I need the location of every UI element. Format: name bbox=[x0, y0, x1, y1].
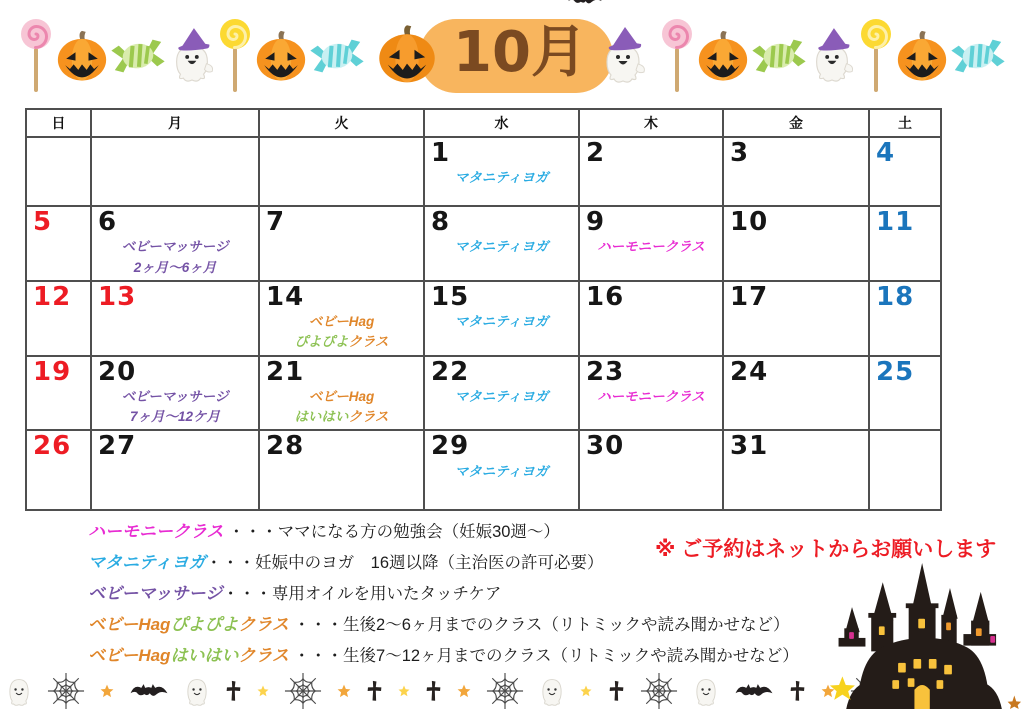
calendar-cell bbox=[723, 281, 869, 356]
candy-teal-icon bbox=[307, 34, 368, 77]
day-number: 26 bbox=[33, 431, 72, 462]
star-y-icon bbox=[580, 685, 592, 697]
text-segment: ベビーHag bbox=[308, 388, 375, 404]
lollipop-yellow-icon bbox=[858, 18, 894, 94]
text-segment: マタニティヨガ bbox=[454, 314, 549, 330]
day-number: 22 bbox=[431, 356, 470, 387]
day-number: 11 bbox=[876, 207, 915, 237]
calendar-cell bbox=[26, 430, 91, 510]
calendar-cell bbox=[869, 430, 941, 510]
event-line bbox=[95, 258, 255, 278]
pumpkin-icon bbox=[253, 30, 309, 82]
calendar-cell bbox=[424, 430, 579, 510]
event-line bbox=[583, 387, 719, 407]
weekday-wed: 水 bbox=[424, 109, 579, 137]
cross-icon bbox=[608, 678, 625, 704]
text-segment: マタニティヨガ bbox=[88, 553, 206, 573]
day-events bbox=[583, 387, 719, 407]
day-events bbox=[95, 237, 255, 278]
month-title bbox=[419, 19, 613, 92]
text-segment: ベビーマッサージ bbox=[121, 239, 229, 255]
text-segment: クラス bbox=[348, 409, 389, 425]
reservation-notice: ※ ご予約はネットからお願いします bbox=[655, 538, 997, 562]
calendar-cell bbox=[259, 206, 424, 281]
day-events bbox=[428, 462, 575, 482]
day-number: 31 bbox=[730, 431, 769, 462]
text-segment: ・・・生後2～6ヶ月までのクラス（リトミックや読み聞かせなど） bbox=[288, 615, 790, 634]
pumpkin-icon bbox=[695, 30, 751, 82]
calendar-body bbox=[26, 137, 941, 510]
web-icon bbox=[284, 672, 322, 709]
event-line bbox=[583, 237, 719, 257]
text-segment: クラス bbox=[348, 334, 389, 350]
ghost-plain-icon bbox=[184, 675, 210, 707]
day-number: 27 bbox=[98, 431, 137, 462]
day-number: 18 bbox=[876, 281, 915, 312]
ghost-plain-icon bbox=[6, 675, 32, 707]
weekday-mon: 月 bbox=[91, 109, 259, 137]
badge-pre-icons bbox=[375, 24, 419, 89]
day-events bbox=[95, 387, 255, 428]
calendar-cell bbox=[424, 356, 579, 431]
ghost-plain-icon bbox=[539, 675, 565, 707]
calendar-cell bbox=[26, 281, 91, 356]
day-number: 5 bbox=[33, 207, 53, 237]
text-segment: ・・・専用オイルを用いたタッチケア bbox=[222, 584, 502, 603]
day-number: 2 bbox=[586, 138, 606, 168]
cross-icon bbox=[789, 678, 806, 704]
calendar-week-row bbox=[26, 430, 941, 510]
day-events bbox=[583, 237, 719, 257]
pumpkin-icon bbox=[54, 30, 110, 82]
day-events bbox=[428, 387, 575, 407]
text-segment: ベビーマッサージ bbox=[88, 583, 223, 603]
banner-left-icons bbox=[10, 18, 373, 94]
banner-right-icons bbox=[651, 18, 1014, 94]
event-line bbox=[263, 387, 420, 407]
calendar-week-row bbox=[26, 137, 941, 206]
day-events bbox=[428, 168, 575, 188]
star-icon bbox=[337, 684, 351, 698]
calendar-cell bbox=[424, 206, 579, 281]
candy-green-icon bbox=[108, 34, 169, 77]
text-segment: ハーモニークラス bbox=[88, 522, 224, 542]
day-events bbox=[263, 387, 420, 428]
day-number: 29 bbox=[431, 431, 470, 462]
day-number: 19 bbox=[33, 356, 72, 387]
day-number: 12 bbox=[33, 281, 72, 312]
star-icon bbox=[457, 684, 471, 698]
weekday-thu: 木 bbox=[579, 109, 723, 137]
day-number: 24 bbox=[730, 356, 769, 387]
bat-icon bbox=[567, 0, 603, 8]
calendar-cell bbox=[259, 430, 424, 510]
calendar-cell bbox=[869, 281, 941, 356]
text-segment: 2ヶ月～6ヶ月 bbox=[133, 259, 217, 275]
calendar-cell bbox=[579, 430, 723, 510]
day-number: 30 bbox=[586, 431, 625, 462]
text-segment: クラス bbox=[238, 614, 289, 634]
calendar-week-row bbox=[26, 206, 941, 281]
day-number: 8 bbox=[431, 207, 451, 237]
cross-icon bbox=[425, 678, 442, 704]
text-segment: マタニティヨガ bbox=[454, 388, 549, 404]
event-line bbox=[428, 462, 575, 482]
calendar-cell bbox=[26, 356, 91, 431]
web-icon bbox=[486, 672, 524, 709]
calendar-week-row bbox=[26, 356, 941, 431]
calendar-cell bbox=[91, 206, 259, 281]
text-segment: ・・・生後7～12ヶ月までのクラス（リトミックや読み聞かせなど） bbox=[288, 646, 799, 665]
day-number: 17 bbox=[730, 281, 769, 312]
weekday-header-row bbox=[26, 109, 941, 137]
text-segment: ハーモニークラス bbox=[597, 239, 705, 255]
web-icon bbox=[47, 672, 85, 709]
footer-icons bbox=[0, 661, 888, 709]
weekday-tue: 火 bbox=[259, 109, 424, 137]
text-segment: クラス bbox=[238, 645, 289, 665]
event-line bbox=[428, 237, 575, 257]
star-icon bbox=[100, 684, 114, 698]
calendar-cell bbox=[259, 356, 424, 431]
calendar-cell bbox=[91, 137, 259, 206]
ghost-witch-icon bbox=[597, 26, 649, 86]
lollipop-pink-icon bbox=[659, 18, 695, 94]
event-line bbox=[428, 312, 575, 332]
text-segment: ・・・妊娠中のヨガ 16週以降（主治医の許可必要） bbox=[205, 554, 604, 573]
calendar-cell bbox=[26, 137, 91, 206]
event-line bbox=[428, 387, 575, 407]
calendar-cell bbox=[579, 356, 723, 431]
day-number: 25 bbox=[876, 356, 915, 387]
calendar-cell bbox=[723, 430, 869, 510]
text-segment: ベビーHag bbox=[308, 314, 375, 330]
pumpkin-icon bbox=[894, 30, 950, 82]
cross-icon bbox=[366, 678, 383, 704]
calendar-cell bbox=[424, 281, 579, 356]
text-segment: はいはい bbox=[294, 409, 349, 425]
web-icon bbox=[640, 672, 678, 709]
ghost-witch-icon bbox=[807, 27, 857, 85]
star-y-icon bbox=[257, 685, 269, 697]
day-number: 1 bbox=[431, 138, 451, 168]
calendar-cell bbox=[869, 206, 941, 281]
calendar-cell bbox=[723, 137, 869, 206]
event-line bbox=[263, 312, 420, 332]
top-banner bbox=[0, 0, 1024, 106]
day-number: 6 bbox=[98, 207, 118, 237]
calendar-cell bbox=[723, 356, 869, 431]
bat-icon bbox=[734, 681, 774, 701]
event-line bbox=[263, 407, 420, 427]
pumpkin-large-icon bbox=[375, 24, 439, 84]
day-number: 21 bbox=[266, 356, 305, 387]
text-segment: ベビーHag bbox=[88, 645, 171, 665]
day-number: 14 bbox=[266, 281, 305, 312]
text-segment: ぴよぴよ bbox=[294, 334, 349, 350]
calendar-cell bbox=[723, 206, 869, 281]
event-line bbox=[95, 237, 255, 257]
text-segment: はいはい bbox=[170, 645, 239, 665]
day-number: 28 bbox=[266, 431, 305, 462]
text-segment: マタニティヨガ bbox=[454, 239, 549, 255]
month-badge-cluster bbox=[375, 19, 649, 92]
candy-teal-icon bbox=[947, 34, 1008, 77]
month-title-text: 10月 bbox=[453, 20, 587, 86]
text-segment: 7ヶ月～12ケ月 bbox=[129, 409, 221, 425]
event-line bbox=[95, 407, 255, 427]
day-number: 13 bbox=[98, 281, 137, 312]
day-number: 20 bbox=[98, 356, 137, 387]
candy-green-icon bbox=[749, 34, 810, 77]
day-number: 3 bbox=[730, 138, 750, 168]
text-segment: マタニティヨガ bbox=[454, 170, 549, 186]
calendar-cell bbox=[579, 137, 723, 206]
calendar-cell bbox=[424, 137, 579, 206]
text-segment: ベビーマッサージ bbox=[121, 388, 229, 404]
calendar-cell bbox=[259, 137, 424, 206]
calendar-cell bbox=[91, 430, 259, 510]
day-number: 23 bbox=[586, 356, 625, 387]
castle-icon bbox=[828, 563, 1022, 709]
calendar-cell bbox=[579, 206, 723, 281]
badge-post-icons bbox=[597, 26, 649, 86]
day-number: 15 bbox=[431, 281, 470, 312]
text-segment: ぴよぴよ bbox=[170, 614, 239, 634]
calendar-cell bbox=[91, 281, 259, 356]
event-line bbox=[263, 332, 420, 352]
ghost-witch-icon bbox=[167, 27, 217, 85]
weekday-sat: 土 bbox=[869, 109, 941, 137]
day-events bbox=[428, 312, 575, 332]
weekday-fri: 金 bbox=[723, 109, 869, 137]
star-y-icon bbox=[398, 685, 410, 697]
calendar-cell bbox=[869, 137, 941, 206]
text-segment: ・・・ママになる方の勉強会（妊娠30週～） bbox=[223, 523, 560, 542]
weekday-sun: 日 bbox=[26, 109, 91, 137]
calendar-cell bbox=[869, 356, 941, 431]
text-segment: マタニティヨガ bbox=[454, 463, 549, 479]
calendar-week-row bbox=[26, 281, 941, 356]
day-events bbox=[263, 312, 420, 353]
lollipop-pink-icon bbox=[18, 18, 54, 94]
calendar-table bbox=[25, 108, 942, 511]
day-events bbox=[428, 237, 575, 257]
day-number: 16 bbox=[586, 281, 625, 312]
event-line bbox=[95, 387, 255, 407]
calendar-cell bbox=[91, 356, 259, 431]
cross-icon bbox=[225, 678, 242, 704]
calendar-cell bbox=[579, 281, 723, 356]
day-number: 4 bbox=[876, 138, 896, 168]
day-number: 7 bbox=[266, 207, 286, 237]
calendar-cell bbox=[26, 206, 91, 281]
ghost-plain-icon bbox=[693, 675, 719, 707]
text-segment: ベビーHag bbox=[88, 614, 171, 634]
text-segment: ハーモニークラス bbox=[597, 388, 705, 404]
calendar-cell bbox=[259, 281, 424, 356]
lollipop-yellow-icon bbox=[217, 18, 253, 94]
event-line bbox=[428, 168, 575, 188]
day-number: 10 bbox=[730, 207, 769, 237]
day-number: 9 bbox=[586, 207, 606, 237]
bat-icon bbox=[129, 681, 169, 701]
